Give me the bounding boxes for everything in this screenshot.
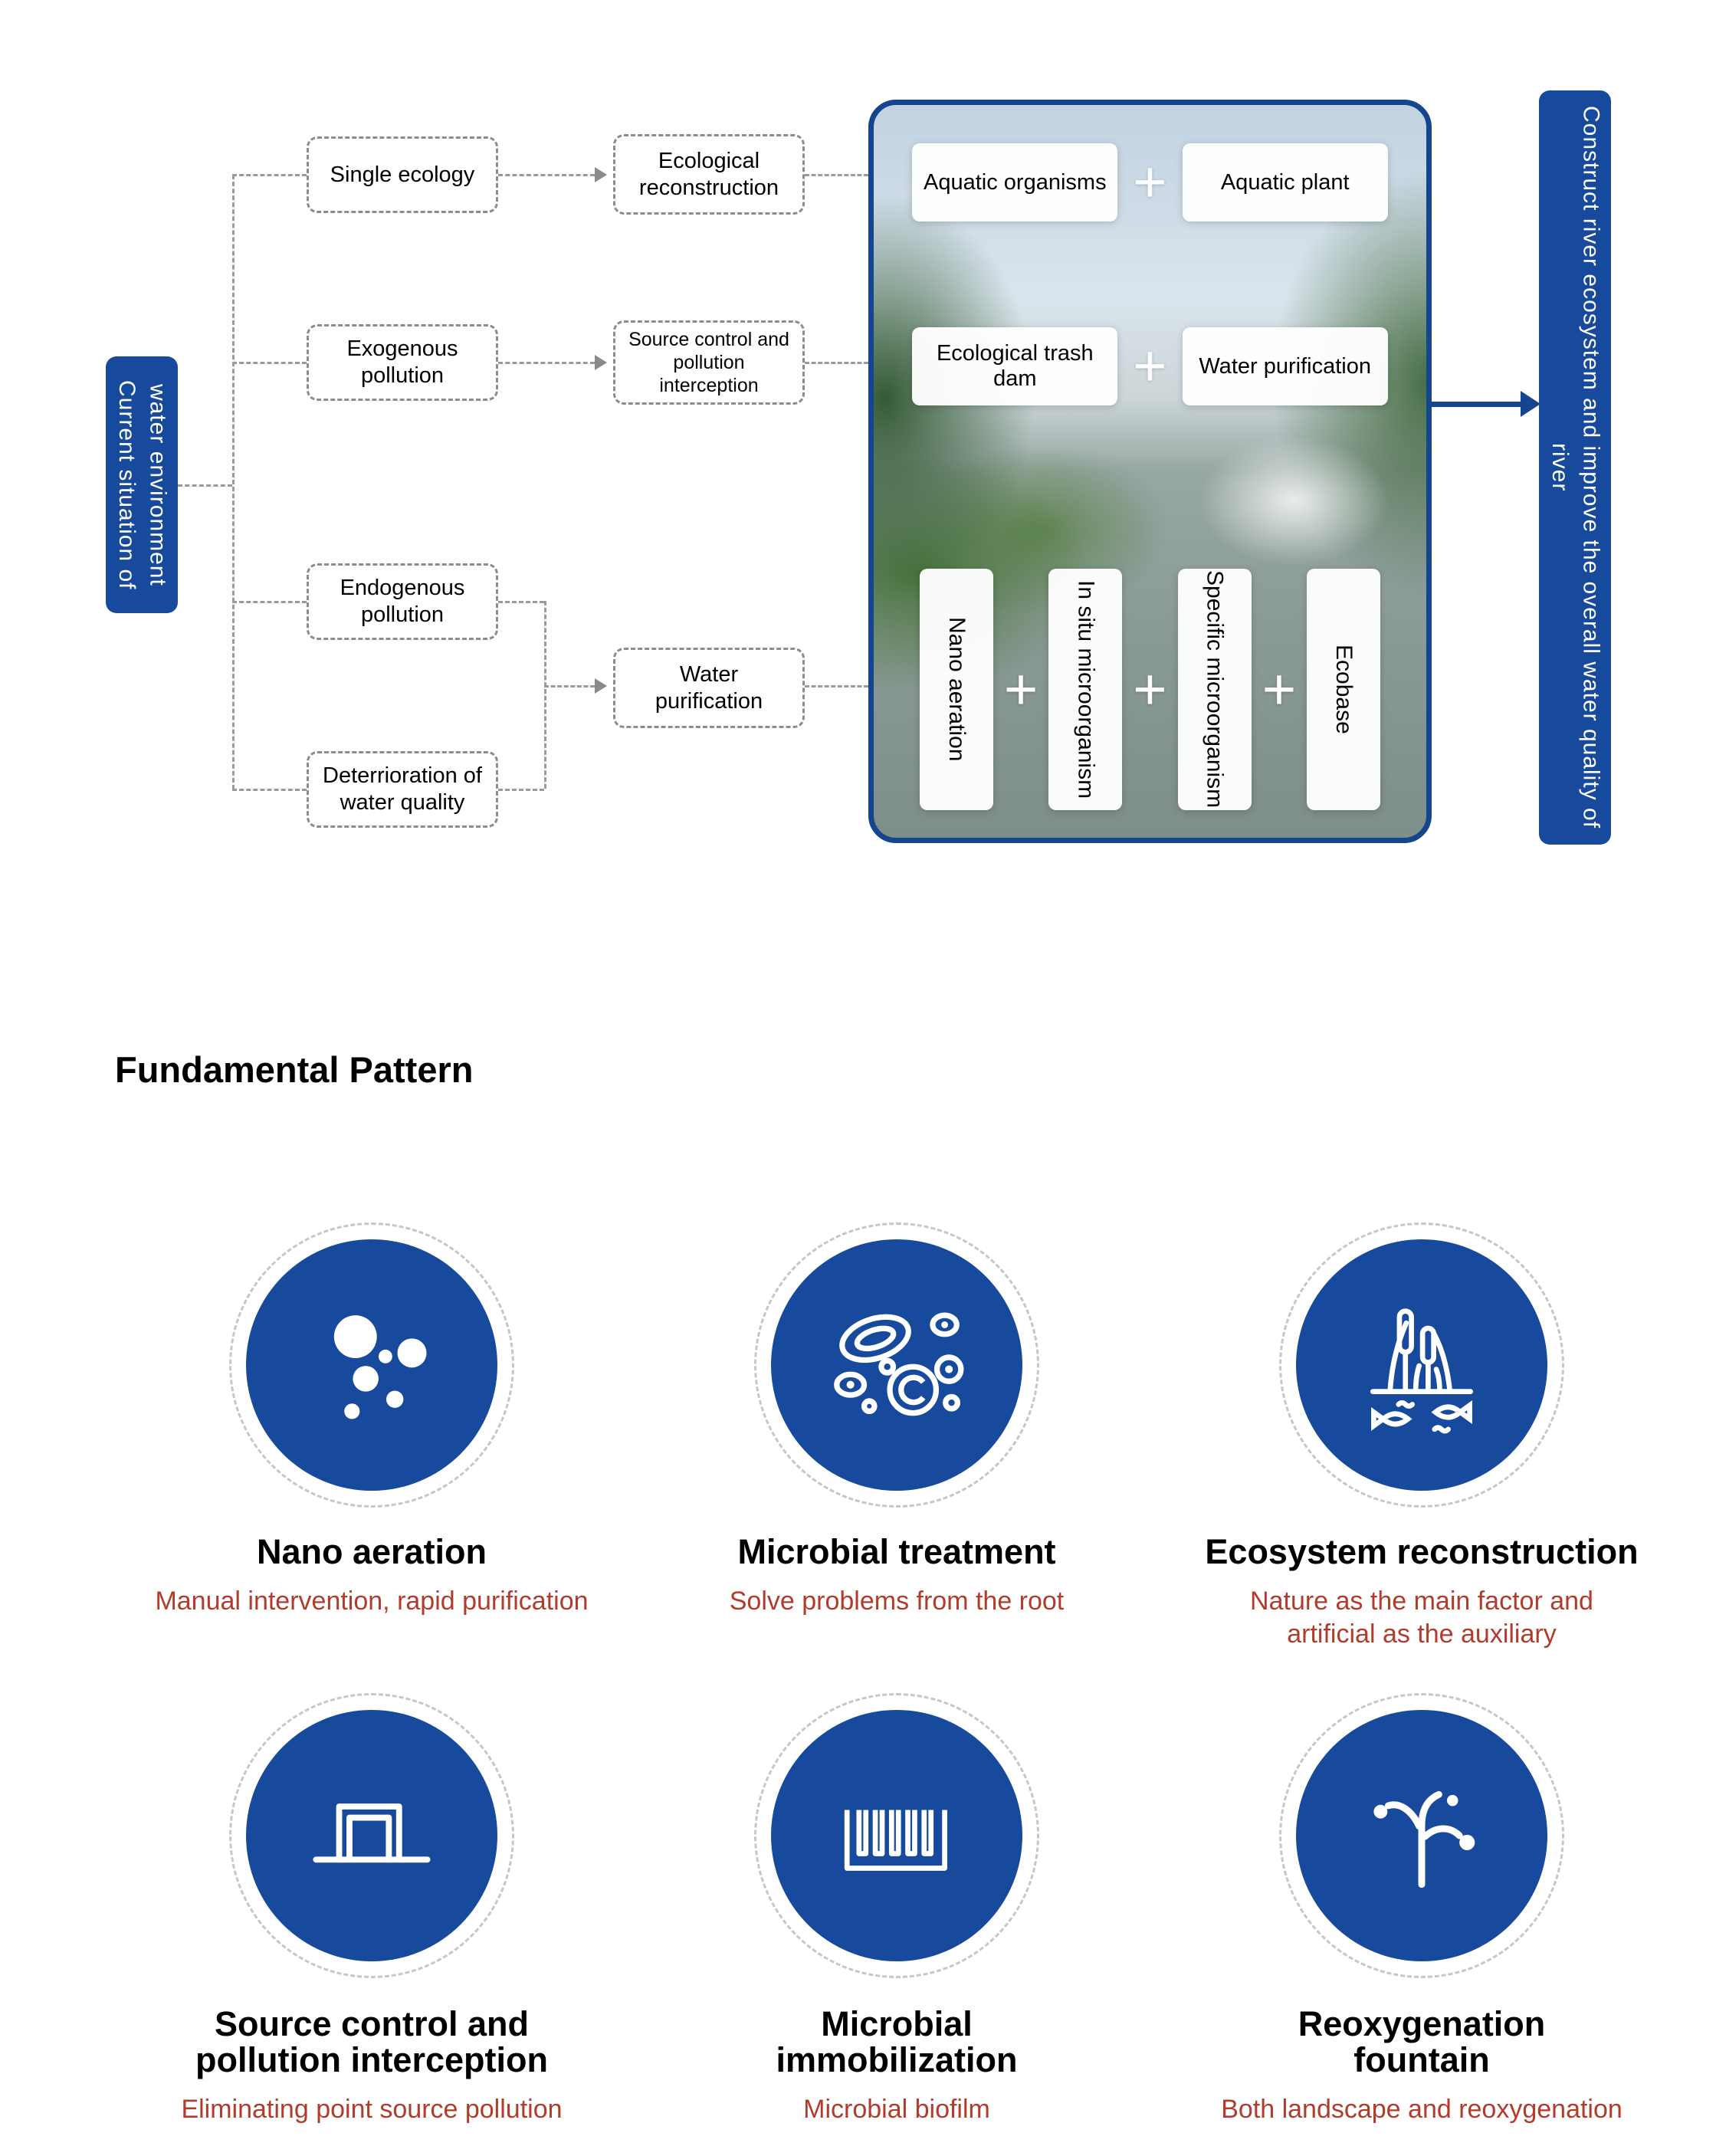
panel-row-1 xyxy=(874,143,1426,222)
stub-deterioration xyxy=(232,789,307,791)
current-situation-bar xyxy=(106,356,178,613)
river-photo-panel xyxy=(868,100,1432,843)
pattern-cell-nano-aeration xyxy=(126,1222,617,1618)
arrowhead-waterpurif xyxy=(595,678,607,694)
arrowhead-recon xyxy=(595,167,607,182)
plus-sign: + xyxy=(1003,656,1038,722)
leftbar-connector xyxy=(178,484,232,487)
panel-to-goal-arrow-head xyxy=(1521,391,1540,417)
line-single-to-recon xyxy=(498,174,595,176)
cause-exogenous-pollution: Exogenous pollution xyxy=(307,324,498,401)
panel-row-2 xyxy=(874,327,1426,405)
pattern-title: Reoxygenation fountain xyxy=(1298,2003,1546,2079)
dashed-ring xyxy=(754,1693,1039,1978)
icon-disc xyxy=(771,1710,1022,1961)
ecobase-box: Ecobase xyxy=(1307,569,1380,810)
panel-to-goal-arrow-line xyxy=(1432,402,1522,407)
section-heading: Fundamental Pattern xyxy=(115,1049,474,1090)
pattern-subtitle: Solve problems from the root xyxy=(729,1587,1065,1616)
goal-bar xyxy=(1539,90,1611,845)
bubbles-icon xyxy=(299,1292,445,1438)
ecological-trash-dam-box: Ecological trash dam xyxy=(912,327,1117,405)
dam-icon xyxy=(299,1763,445,1908)
fountain-icon xyxy=(1349,1763,1495,1908)
in-situ-microorganism-box: In situ microorganism xyxy=(1048,569,1122,810)
endo-right-stub xyxy=(498,601,544,603)
pattern-title: Nano aeration xyxy=(256,1532,487,1571)
pattern-subtitle: Manual intervention, rapid purification xyxy=(155,1587,589,1616)
dashed-ring xyxy=(1279,1693,1564,1978)
line-purif-to-panel xyxy=(805,685,868,687)
microbes-icon xyxy=(824,1292,970,1438)
pattern-title: Source control and pollution interception xyxy=(195,2003,548,2079)
plus-sign: + xyxy=(1133,149,1167,215)
line-to-waterpurif xyxy=(544,685,595,687)
water-purification-box: Water purification xyxy=(1183,327,1388,405)
cause-single-ecology: Single ecology xyxy=(307,136,498,213)
measure-water-purification: Water purification xyxy=(613,648,805,728)
cause-endogenous-pollution: Endogenous pollution xyxy=(307,563,498,640)
plus-sign: + xyxy=(1133,656,1167,722)
cause-deterioration: Deterrioration of water quality xyxy=(307,751,498,828)
dashed-ring xyxy=(1279,1222,1564,1508)
stub-endogenous xyxy=(232,601,307,603)
pattern-cell-reoxygenation-fountain xyxy=(1176,1693,1667,2126)
icon-disc xyxy=(1296,1239,1547,1491)
det-right-stub xyxy=(498,789,544,791)
specific-microorganism-box: Specific microorganism xyxy=(1178,569,1252,810)
measure-ecological-reconstruction: Ecological reconstruction xyxy=(613,134,805,215)
pattern-cell-microbial-treatment xyxy=(651,1222,1142,1618)
arrowhead-source xyxy=(595,355,607,370)
pattern-subtitle: Nature as the main factor and artificial as the auxiliary xyxy=(1250,1587,1593,1649)
pattern-cell-ecosystem-reconstruction xyxy=(1176,1222,1667,1650)
panel-row-3 xyxy=(874,569,1426,810)
nano-aeration-box: Nano aeration xyxy=(920,569,993,810)
stub-single-ecology xyxy=(232,174,307,176)
pattern-subtitle: Both landscape and reoxygenation xyxy=(1221,2095,1622,2124)
line-source-to-panel xyxy=(805,362,868,364)
trunk-line xyxy=(232,175,235,789)
plus-sign: + xyxy=(1133,333,1167,399)
pattern-subtitle: Microbial biofilm xyxy=(803,2095,990,2124)
pattern-subtitle: Eliminating point source pollution xyxy=(181,2095,563,2124)
pattern-cell-microbial-immobilization xyxy=(651,1693,1142,2126)
aquatic-plant-box: Aquatic plant xyxy=(1183,143,1388,222)
stub-exogenous xyxy=(232,362,307,364)
icon-disc xyxy=(1296,1710,1547,1961)
measure-source-control: Source control and pollution interception xyxy=(613,320,805,405)
biofilm-comb-icon xyxy=(824,1763,970,1908)
dashed-ring xyxy=(229,1222,514,1508)
dashed-ring xyxy=(754,1222,1039,1508)
icon-disc xyxy=(246,1710,497,1961)
goal-label: Construct river ecosystem and improve the overall water quality of river xyxy=(1547,106,1604,829)
line-exo-to-source xyxy=(498,362,595,364)
pattern-title: Ecosystem reconstruction xyxy=(1205,1532,1639,1571)
icon-disc xyxy=(771,1239,1022,1491)
icon-disc xyxy=(246,1239,497,1491)
dashed-ring xyxy=(229,1693,514,1978)
pattern-title: Microbial treatment xyxy=(737,1532,1056,1571)
current-situation-label: Current situation of water environment xyxy=(114,379,171,590)
aquatic-organisms-box: Aquatic organisms xyxy=(912,143,1117,222)
bracket-line xyxy=(544,601,546,789)
pattern-title: Microbial immobilization xyxy=(776,2003,1018,2079)
pattern-cell-source-control xyxy=(126,1693,617,2126)
reeds-fish-icon xyxy=(1349,1292,1495,1438)
line-recon-to-panel xyxy=(805,174,868,176)
plus-sign: + xyxy=(1262,656,1297,722)
